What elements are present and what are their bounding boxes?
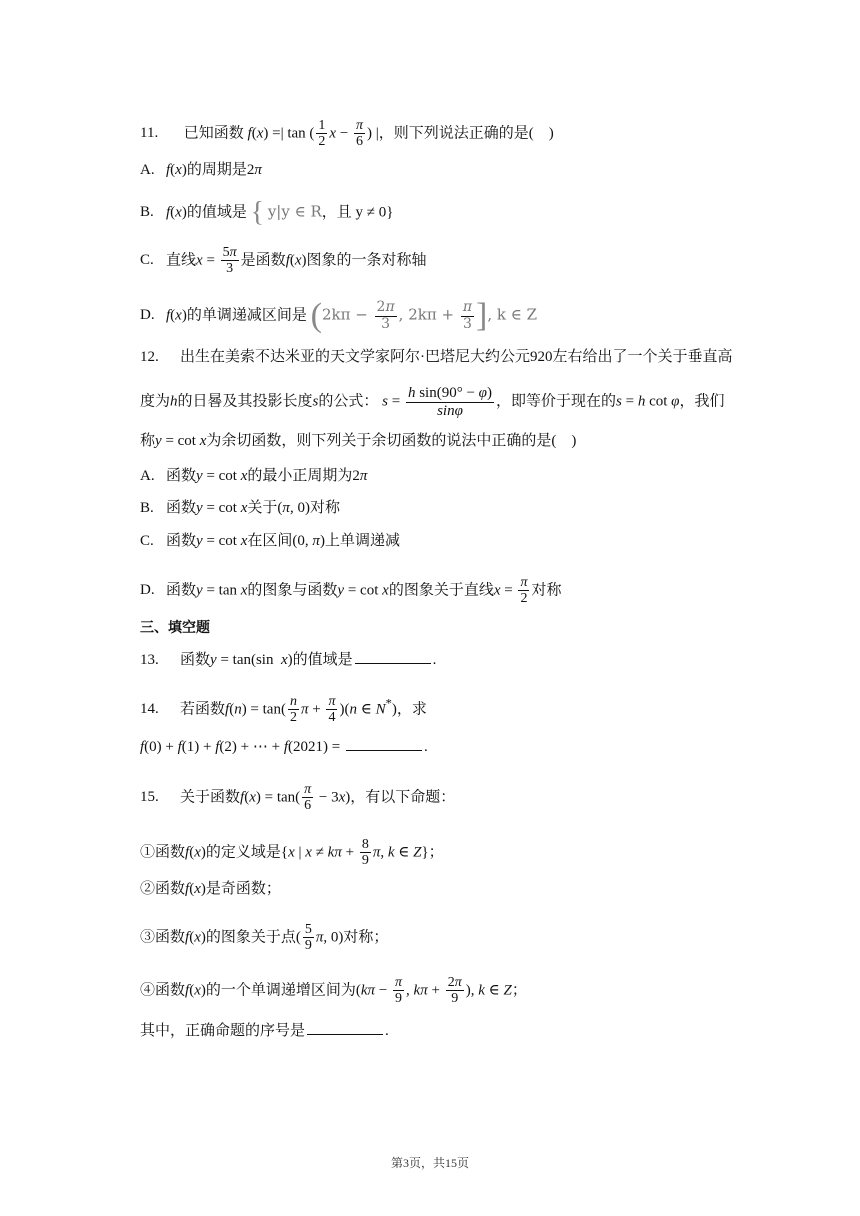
q11-stem: 11. 已知函数 f(x) =| tan ( $\frac{1}{2}$ x − $\frac{\pi}{6}$ ) |，则下列说法正确的是( ) [140, 118, 554, 150]
q11-option-c: C. 直线x = $\frac{5\pi}{3}$ 是函数f(x)图象的一条对称轴 [140, 245, 427, 277]
q15-prop-3: ③函数f(x)的图象关于点( $\frac{5}{9}$ π, 0)对称； [140, 922, 389, 954]
q13: 13. 函数y = tan(sin x)的值域是 . [140, 652, 437, 668]
q14-line2: f(0) + f(1) + f(2) + ⋯ + f(2021) = . [140, 739, 428, 755]
q11-option-d: D. f(x)的单调递减区间是 (2kπ − $\frac{2\pi}{3}$ , 2kπ + $\frac{\pi}{3}$ ], k ∈ Z [140, 297, 538, 334]
q12-line1: 12. 出生在美索不达米亚的天文学家阿尔·巴塔尼大约公元920左右给出了一个关于垂直高 [140, 349, 733, 365]
question-number: 11. [140, 125, 159, 142]
q15-prop-1: ①函数f(x)的定义域是{x | x ≠ kπ + $\frac{8}{9}$ π, k ∈ Z}； [140, 837, 444, 869]
q15-prop-2: ②函数f(x)是奇函数； [140, 881, 281, 897]
q15-prop-4: ④函数f(x)的一个单调递增区间为(kπ − $\frac{\pi}{9}$ , kπ + $\frac{2\pi}{9}$ ), k ∈ Z； [140, 975, 527, 1007]
q14-line1: 14. 若函数f(n) = tan( $\frac{n}{2}$ π + $\frac{\pi}{4}$ )(n ∈ N*)，求 [140, 694, 427, 726]
q12-option-c: C. 函数y = cot x在区间(0, π)上单调递减 [140, 533, 400, 549]
section-title: 三、填空题 [140, 620, 210, 636]
question-number: 13. [140, 652, 159, 668]
q12-option-b: B. 函数y = cot x关于(π, 0)对称 [140, 500, 340, 516]
question-number: 12. [140, 349, 159, 365]
answer-blank[interactable] [346, 738, 422, 751]
page-footer: 第3页，共15页 [390, 1156, 469, 1170]
q12-option-a: A. 函数y = cot x的最小正周期为2π [140, 468, 368, 484]
answer-blank[interactable] [355, 651, 431, 664]
answer-blank[interactable] [307, 1022, 383, 1035]
brace-glyph: { [250, 197, 265, 228]
q11-option-a: A. f(x)的周期是2π [140, 162, 262, 178]
q12-line3: 称y = cot x为余切函数，则下列关于余切函数的说法中正确的是( ) [140, 433, 577, 449]
q12-option-d: D. 函数y = tan x的图象与函数y = cot x的图象关于直线x = $\frac{\pi}{2}$ 对称 [140, 575, 562, 607]
question-number: 15. [140, 789, 159, 806]
q15-final: 其中，正确命题的序号是 . [140, 1023, 389, 1039]
question-number: 14. [140, 701, 159, 718]
q11-option-b: B. f(x)的值域是 { y|y ∈ R，且 y ≠ 0} [140, 197, 394, 228]
q15-stem: 15. 关于函数f(x) = tan( $\frac{\pi}{6}$ − 3x)，有以下命题： [140, 782, 456, 814]
q12-line2: 度为h的日晷及其投影长度s的公式： s = $\frac{\text{h sin(90° − φ)}}{\sin\varphi}$ ，即等价于现在的s = h cot φ，我们 [140, 385, 725, 419]
